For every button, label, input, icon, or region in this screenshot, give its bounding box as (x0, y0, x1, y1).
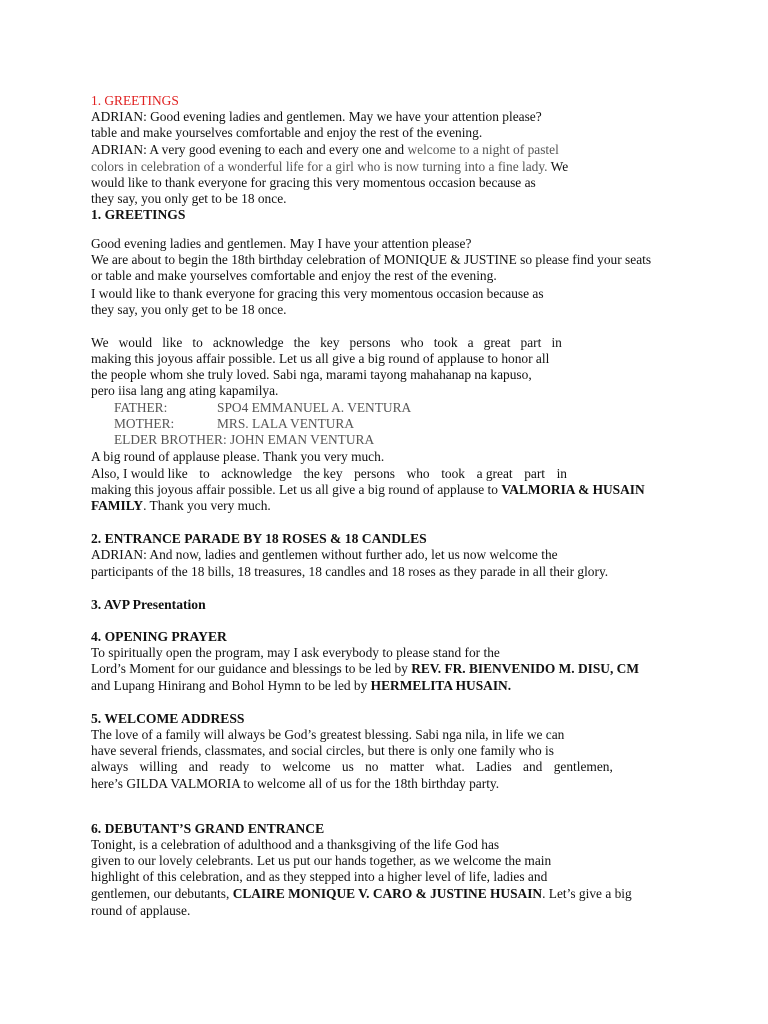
word: a great (476, 466, 513, 481)
role-line-elder-brother: ELDER BROTHER: JOHN EMAN VENTURA (114, 432, 375, 447)
word: ready (219, 759, 250, 774)
text-run: . Thank you very much. (143, 498, 271, 513)
paragraph-line: participants of the 18 bills, 18 treasures, 18 candles and 18 roses as they parade in all their glory. (91, 564, 609, 579)
paragraph-line (91, 159, 568, 175)
paragraph-line: Good evening ladies and gentlemen. May I have your attention please? (91, 236, 472, 251)
word: who (406, 466, 430, 481)
word: the (293, 335, 310, 350)
word: Also, I would like (91, 466, 188, 481)
word: and (188, 759, 209, 774)
word: like (162, 335, 183, 350)
word: key (320, 335, 340, 350)
also-acknowledge-line (91, 466, 567, 482)
opening-prayer-heading: 4. OPENING PRAYER (91, 629, 227, 644)
word: no (365, 759, 379, 774)
word: took (433, 335, 458, 350)
paragraph-line (91, 498, 271, 514)
word: the key (303, 466, 343, 481)
word: us (341, 759, 354, 774)
word: to (192, 335, 203, 350)
word: part (520, 335, 542, 350)
text-run: We (547, 159, 569, 174)
paragraph-line: highlight of this celebration, and as they stepped into a higher level of life, ladies and (91, 869, 548, 884)
word: persons (349, 335, 391, 350)
paragraph-line: they say, you only get to be 18 once. (91, 302, 287, 317)
word: We (91, 335, 109, 350)
role-name: MRS. LALA VENTURA (217, 416, 355, 431)
text-run: Lord’s Moment for our guidance and blessings to be led by (91, 661, 412, 676)
hymn-leader-bold: HERMELITA HUSAIN. (370, 678, 512, 693)
paragraph-line (91, 678, 511, 694)
word: great (483, 335, 511, 350)
paragraph-line: The love of a family will always be God’s greatest blessing. Sabi nga nila, in life we can (91, 727, 565, 742)
always-willing-line (91, 759, 613, 775)
word: in (556, 466, 567, 481)
word: and (523, 759, 543, 774)
paragraph-line: would like to thank everyone for gracing this very momentous occasion because as (91, 175, 536, 190)
family-label-bold: FAMILY (91, 498, 144, 513)
word: matter (389, 759, 425, 774)
word: who (400, 335, 424, 350)
debutants-names-bold: CLAIRE MONIQUE V. CARO & JUSTINE HUSAIN (232, 886, 543, 901)
paragraph-line (91, 142, 559, 158)
paragraph-line: they say, you only get to be 18 once. (91, 191, 287, 206)
grand-entrance-heading: 6. DEBUTANT’S GRAND ENTRANCE (91, 821, 325, 836)
entrance-parade-heading: 2. ENTRANCE PARADE BY 18 ROSES & 18 CANDLES (91, 531, 427, 546)
paragraph-line: pero iisa lang ang ating kapamilya. (91, 383, 279, 398)
text-run: ADRIAN: A very good evening to each and every one and (91, 142, 408, 157)
avp-presentation-heading: 3. AVP Presentation (91, 597, 206, 612)
text-run: and Lupang Hinirang and Bohol Hymn to be led by (91, 678, 371, 693)
word: to (260, 759, 271, 774)
word: to (199, 466, 210, 481)
word: acknowledge (221, 466, 292, 481)
word: acknowledge (212, 335, 284, 350)
word: took (441, 466, 465, 481)
word: would (118, 335, 153, 350)
paragraph-line: I would like to thank everyone for gracing this very momentous occasion because as (91, 286, 544, 301)
text-run-grey: welcome to a night of pastel (407, 142, 559, 157)
word: welcome (282, 759, 331, 774)
paragraph-line: given to our lovely celebrants. Let us put our hands together, as we welcome the main (91, 853, 552, 868)
priest-name-bold: REV. FR. BIENVENIDO M. DISU, CM (411, 661, 639, 676)
role-line-father (114, 400, 411, 416)
text-run: gentlemen, our debutants, (91, 886, 233, 901)
paragraph-line: here’s GILDA VALMORIA to welcome all of us for the 18th birthday party. (91, 776, 500, 791)
word: part (524, 466, 546, 481)
text-run-grey: colors in celebration of a wonderful life for a girl who is now turning into a fine lady. (91, 159, 548, 174)
word: willing (139, 759, 178, 774)
word: in (551, 335, 562, 350)
paragraph-line (91, 482, 645, 498)
paragraph-line: have several friends, classmates, and social circles, but there is only one family who is (91, 743, 554, 758)
paragraph-line: the people whom she truly loved. Sabi nga, marami tayong mahahanap na kapuso, (91, 367, 532, 382)
text-run: making this joyous affair possible. Let us all give a big round of applause to (91, 482, 502, 497)
greetings-heading: 1. GREETINGS (91, 207, 186, 222)
family-name-bold: VALMORIA & HUSAIN (501, 482, 645, 497)
role-label: FATHER: (114, 400, 168, 415)
role-line-mother (114, 416, 354, 432)
word: a (467, 335, 474, 350)
role-label: MOTHER: (114, 416, 175, 431)
paragraph-line: or table and make yourselves comfortable and enjoy the rest of the evening. (91, 268, 497, 283)
acknowledge-line (91, 335, 562, 351)
paragraph-line: ADRIAN: And now, ladies and gentlemen without further ado, let us now welcome the (91, 547, 558, 562)
welcome-address-heading: 5. WELCOME ADDRESS (91, 711, 245, 726)
role-name: SPO4 EMMANUEL A. VENTURA (217, 400, 412, 415)
paragraph-line: making this joyous affair possible. Let us all give a big round of applause to honor all (91, 351, 550, 366)
text-run: . Let’s give a big (542, 886, 632, 901)
greetings-heading-red: 1. GREETINGS (91, 93, 179, 108)
word: Ladies (476, 759, 512, 774)
paragraph-line: Tonight, is a celebration of adulthood and a thanksgiving of the life God has (91, 837, 500, 852)
paragraph-line: round of applause. (91, 903, 191, 918)
word: what. (435, 759, 465, 774)
paragraph-line: table and make yourselves comfortable and enjoy the rest of the evening. (91, 125, 483, 140)
word: gentlemen, (553, 759, 613, 774)
paragraph-line: We are about to begin the 18th birthday celebration of MONIQUE & JUSTINE so please find your seats (91, 252, 652, 267)
word: persons (354, 466, 395, 481)
adrian-greeting-line: ADRIAN: Good evening ladies and gentlemen. May we have your attention please? (91, 109, 542, 124)
paragraph-line: A big round of applause please. Thank you very much. (91, 449, 385, 464)
paragraph-line (91, 661, 639, 677)
paragraph-line (91, 886, 632, 902)
paragraph-line: To spiritually open the program, may I ask everybody to please stand for the (91, 645, 500, 660)
word: always (91, 759, 129, 774)
